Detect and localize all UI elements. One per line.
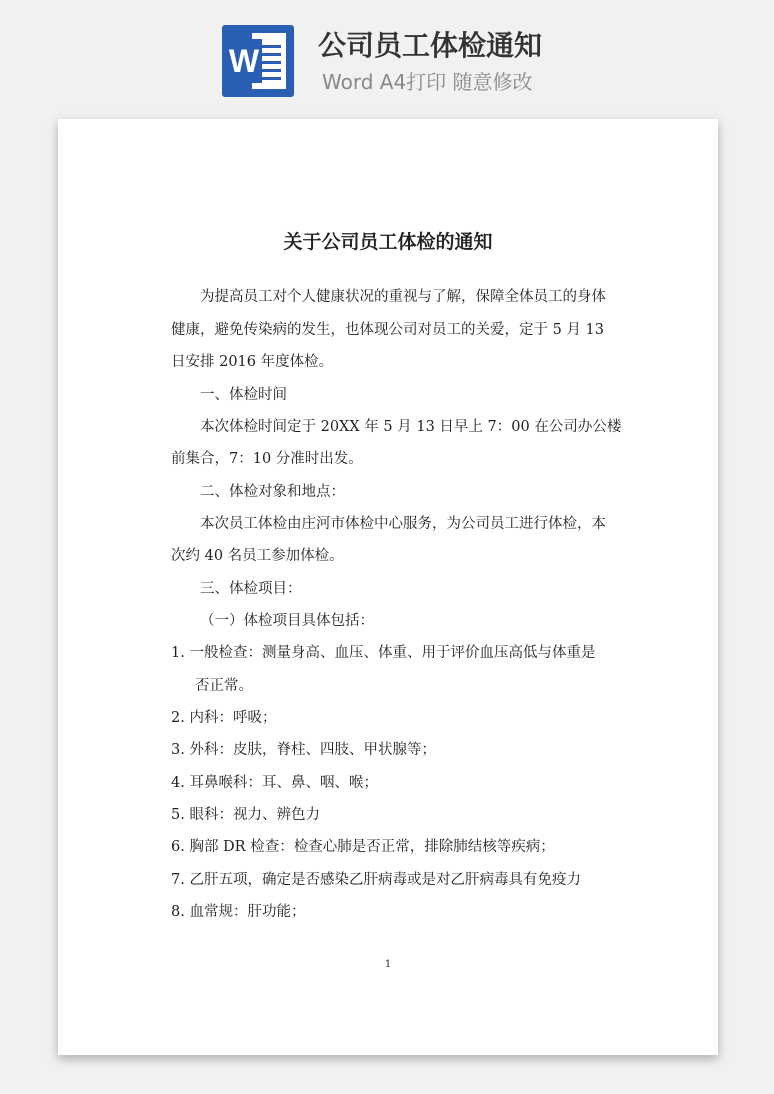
document-title: 关于公司员工体检的通知 xyxy=(283,231,493,253)
document-page xyxy=(58,119,718,1055)
list-item: 8. 血常规：肝功能； xyxy=(171,904,306,920)
word-app-icon: W xyxy=(222,25,294,97)
list-item: 4. 耳鼻喉科：耳、鼻、咽、喉； xyxy=(171,775,378,791)
section-heading: 三、体检项目： xyxy=(200,581,302,597)
paragraph-line: 本次体检时间定于 20XX 年 5 月 13 日早上 7：00 在公司办公楼 xyxy=(200,419,622,435)
section-heading: 二、体检对象和地点： xyxy=(200,484,345,500)
header-banner xyxy=(0,0,774,110)
banner-title: 公司员工体检通知 xyxy=(318,29,543,62)
paragraph-line: 健康，避免传染病的发生，也体现公司对员工的关爱，定于 5 月 13 xyxy=(171,322,605,338)
list-item: 3. 外科：皮肤，脊柱、四肢、甲状腺等； xyxy=(171,742,436,758)
list-item: 5. 眼科：视力、辨色力 xyxy=(171,807,320,823)
paragraph-line: 次约 40 名员工参加体检。 xyxy=(171,548,344,564)
list-item: 7. 乙肝五项，确定是否感染乙肝病毒或是对乙肝病毒具有免疫力 xyxy=(171,872,581,888)
page-number: 1 xyxy=(384,959,392,970)
paragraph-line: 本次员工体检由庄河市体检中心服务，为公司员工进行体检，本 xyxy=(200,516,606,532)
subsection-heading: （一）体检项目具体包括： xyxy=(200,613,374,629)
paragraph-line: 为提高员工对个人健康状况的重视与了解，保障全体员工的身体 xyxy=(200,289,606,305)
list-item: 6. 胸部 DR 检查：检查心肺是否正常，排除肺结核等疾病； xyxy=(171,839,555,855)
section-heading: 一、体检时间 xyxy=(200,387,287,403)
banner-subtitle: Word A4打印 随意修改 xyxy=(322,70,533,94)
paragraph-line: 日安排 2016 年度体检。 xyxy=(171,354,334,370)
paragraph-line: 前集合，7：10 分准时出发。 xyxy=(171,451,363,467)
list-item: 1. 一般检查：测量身高、血压、体重、用于评价血压高低与体重是 xyxy=(171,645,596,661)
list-item: 2. 内科：呼吸； xyxy=(171,710,277,726)
list-item-continuation: 否正常。 xyxy=(195,678,253,694)
